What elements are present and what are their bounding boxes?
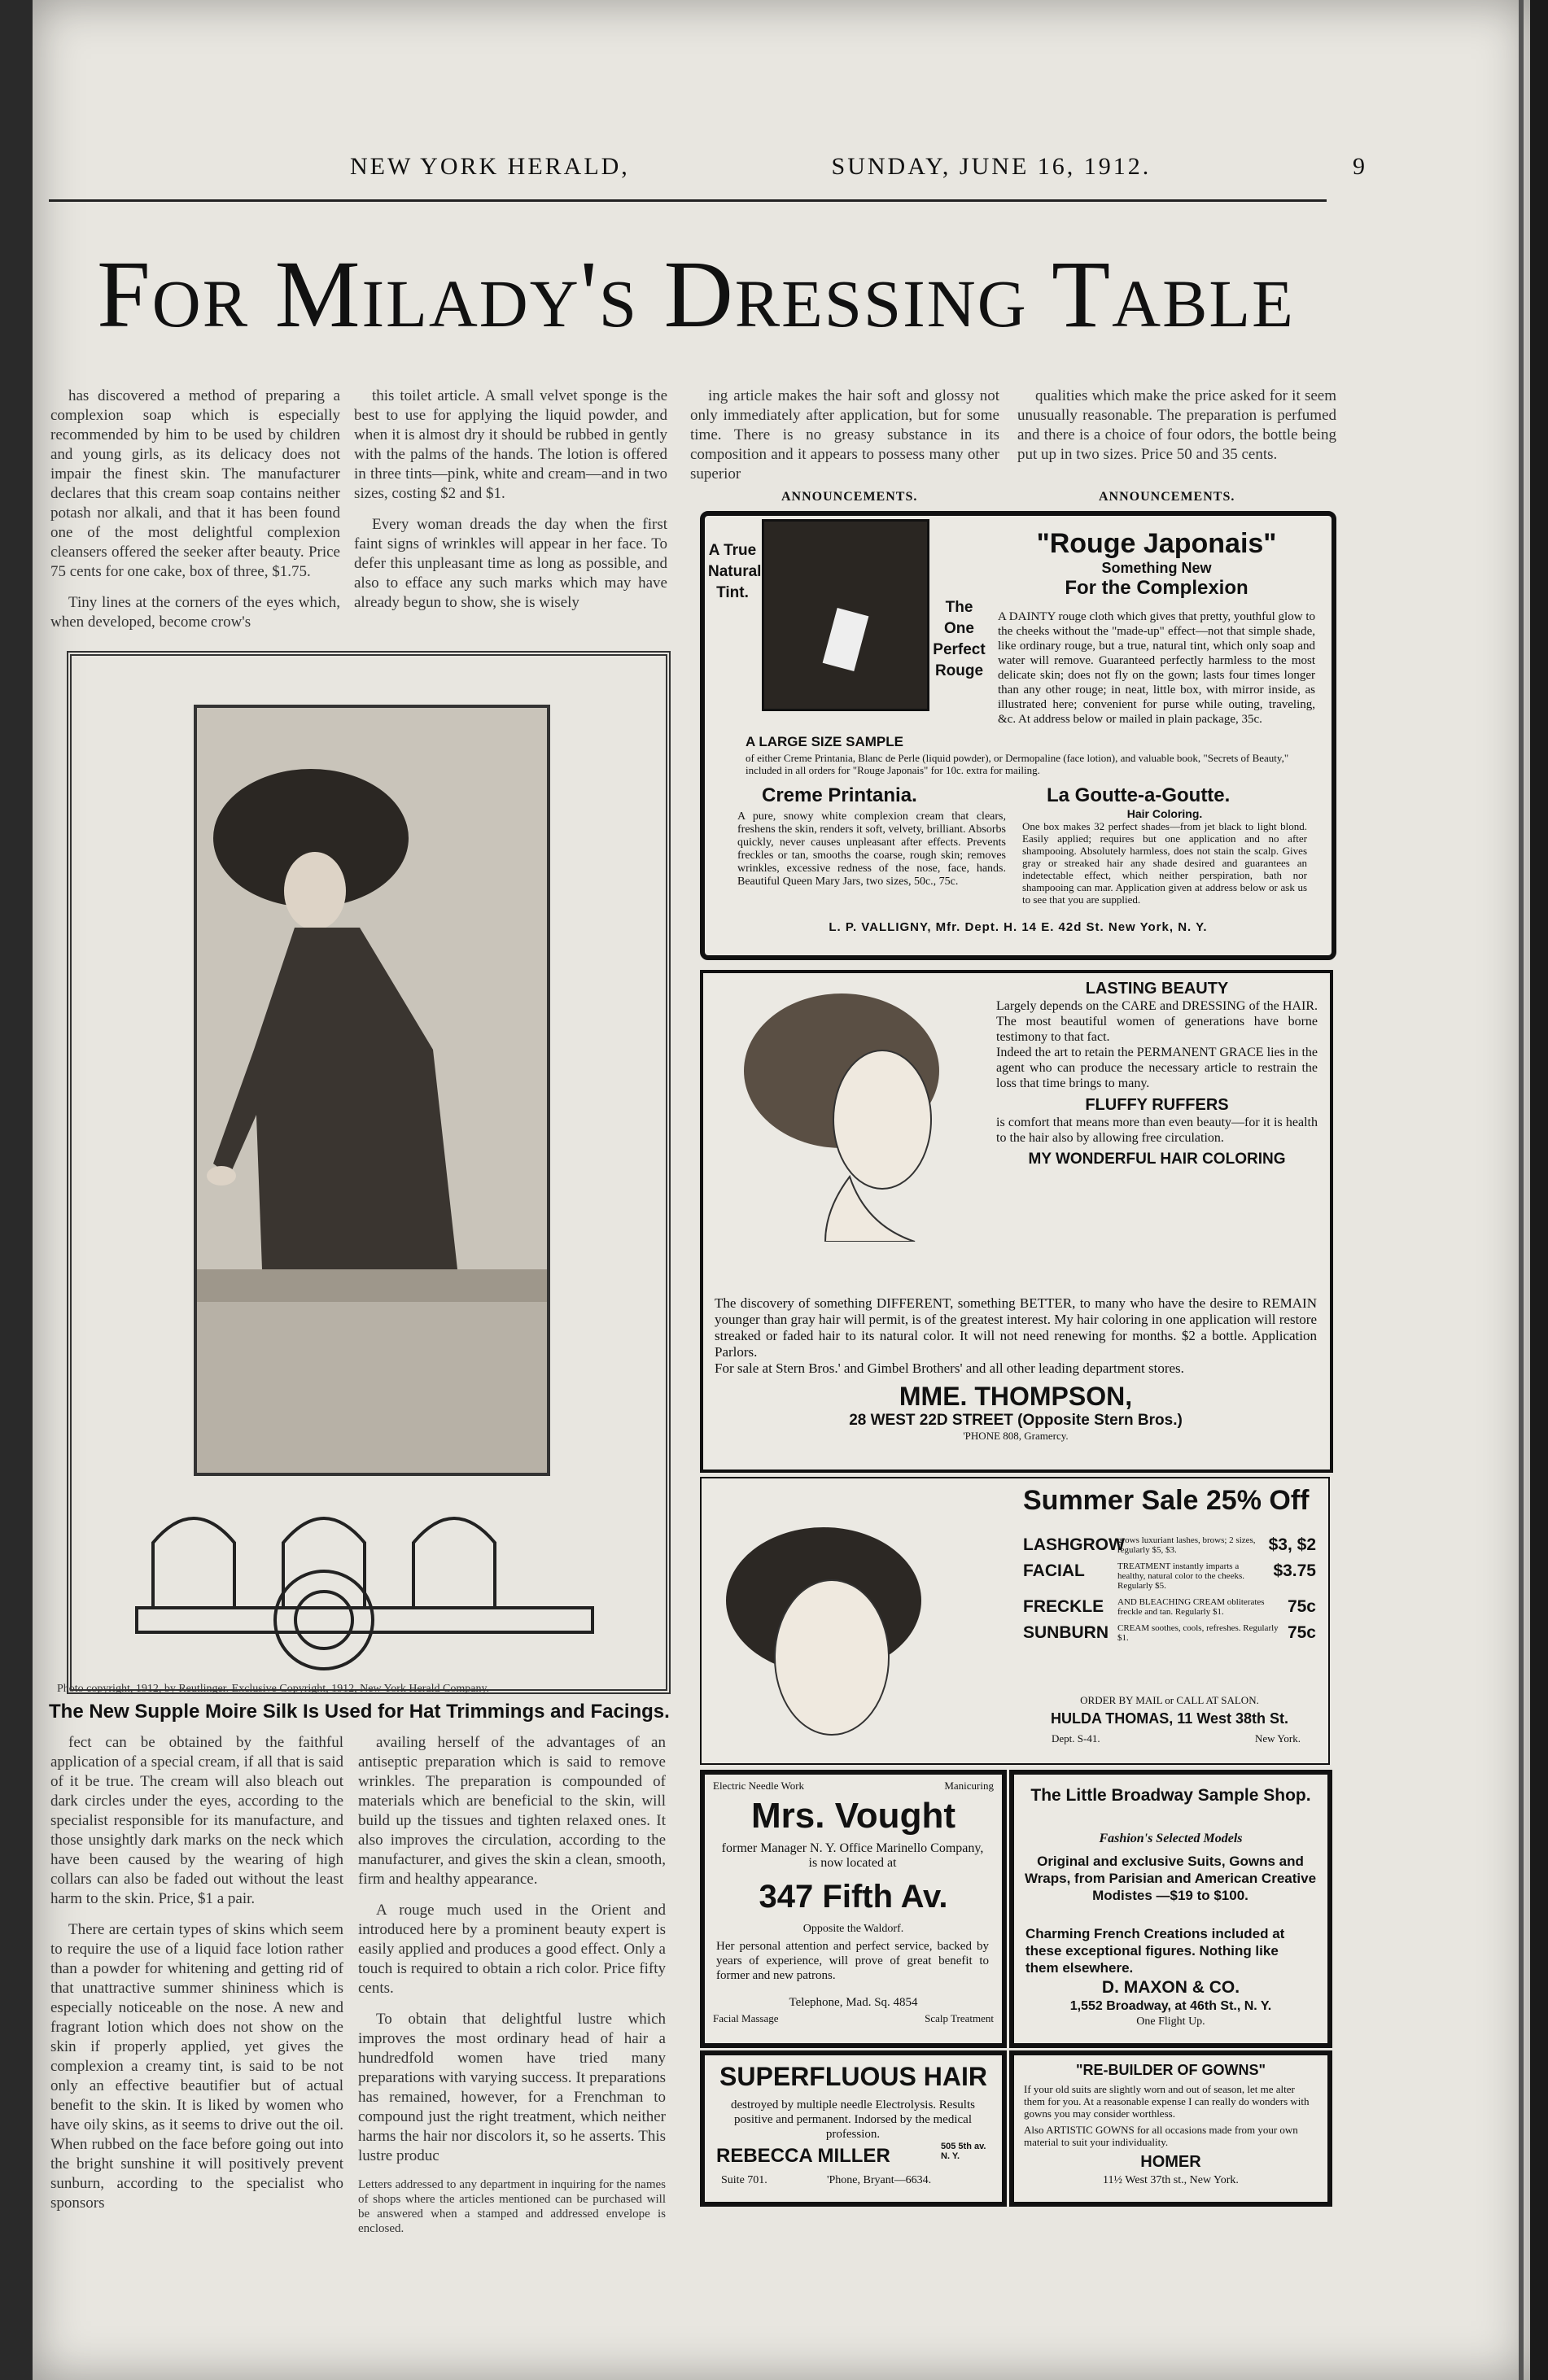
column-1-p2: Tiny lines at the corners of the eyes which, when developed, become crow's [50, 594, 340, 631]
miller-suite: Suite 701. [721, 2174, 767, 2186]
goutte-body: One box makes 32 perfect shades—from jet black to light blond. Easily applied; requires but one application and no after shampooing. Absolutely harmless, does not stain the scalp. Gives gray or streaked hair any shade desired and guarantees an indetectable effect, which neither perspiration, bath nor shampooing can mar. Application given at address below or ask us to see that you are supplied. [1022, 820, 1307, 906]
masthead-paper: NEW YORK HERALD, [350, 153, 630, 180]
rouge-side-text-1: A True Natural Tint. [708, 542, 762, 601]
masthead [350, 153, 1367, 181]
rouge-footer: L. P. VALLIGNY, Mfr. Dept. H. 14 E. 42d St. New York, N. Y. [829, 920, 1208, 934]
hulda-item-desc: TREATMENT instantly imparts a healthy, natural color to the cheeks. Regularly $5. [1117, 1561, 1244, 1591]
hulda-item-price: $3, $2 [1268, 1535, 1316, 1554]
column-3-p1: ing article makes the hair soft and glossy not only immediately after application, but for some time. There is no greasy substance in its composition and it appears to possess many other superior [690, 387, 999, 483]
lower-column-2-p2: A rouge much used in the Orient and introduced here by a prominent beauty expert is easily applied and produces a good effect. Only a touch is required to obtain a rich color. Price fifty cents. [358, 1902, 666, 1997]
thompson-p3: is comfort that means more than even beauty—for it is health to the hair also by allowing free circulation. [996, 1116, 1318, 1145]
photo-frame [67, 651, 671, 1694]
hulda-item-desc: CREAM soothes, cools, refreshes. Regularly $1. [1117, 1623, 1279, 1643]
ad-mme-thompson [700, 970, 1333, 1473]
miller-body: destroyed by multiple needle Electrolysis. Results positive and permanent. Indorsed by the medical profession. [731, 2098, 975, 2141]
ad-hulda-thomas [700, 1477, 1330, 1765]
thompson-p1: Largely depends on the CARE and DRESSING of the HAIR. The most beautiful women of generations have borne testimony to that fact. [996, 999, 1318, 1044]
rouge-side-text-2: The One Perfect Rouge [933, 599, 986, 679]
vought-bottom-left: Facial Massage [713, 2012, 779, 2024]
rouge-body: A DAINTY rouge cloth which gives that pretty, youthful glow to the cheeks without the "made-up" effect—not that simple shade, like ordinary rouge, but a true, natural tint, which only soap and water will remove. Guaranteed perfectly harmless to the most delicate skin; does not fly on the gown; lasts four times longer than any other rouge; in neat, little box, with mirror inside, as illustrated here; convenient for purse while outing, traveling, &c. At address below or mailed in plain package, 35c. [998, 610, 1315, 726]
ad-homer [1009, 2050, 1332, 2207]
creme-printania-body: A pure, snowy white complexion cream that clears, freshens the skin, renders it soft, velvety, brilliant. Absorbs quickly, never causes unpleasant after effects. Prevents freckles or tan, smooths the coarse, rough skin; removes wrinkles, excessive redness of the nose, face, hands. Beautiful Queen Mary Jars, two sizes, 50c., 75c. [737, 810, 1006, 888]
vought-opposite: Opposite the Waldorf. [802, 1923, 904, 1935]
thompson-name: MME. THOMPSON, [899, 1382, 1133, 1411]
rouge-sub1: Something New [1101, 560, 1212, 576]
miller-phone: 'Phone, Bryant—6634. [827, 2174, 932, 2186]
miller-name: REBECCA MILLER [716, 2145, 890, 2167]
thompson-h2: FLUFFY RUFFERS [1085, 1096, 1229, 1114]
lower-column-1-p2: There are certain types of skins which seem to require the use of a liquid face lotion rather than a powder for whitening and getting rid of that unattractive summer shininess which is especially noticeable on the nose. A new and fragrant lotion which does not show on the skin if properly applied, yet gives the complexion a creamy tint, is said to be not only an effective beautifier but of actual benefit to the skin. It is liked by women who have oily skins, as it seems to drive out the oil. When rubbed on the face before going out into the bright sunshine it will positively prevent sunburn, according to the specialist who sponsors [50, 1921, 343, 2212]
woman-in-hat-illustration [197, 708, 547, 1473]
lower-column-1-p1: fect can be obtained by the faithful application of a special cream, if all that is said of it be true. The cream will also bleach out dark circles under the eyes, according to the specialist responsible for its manufacture, and those unsightly dark marks on the neck which have been caused by the wearing of high collars can also be faded out without the least harm to the skin. Price, $1 a pair. [50, 1734, 343, 1907]
hulda-name: HULDA THOMAS, 11 West 38th St. [1050, 1710, 1289, 1727]
maxon-body: Original and exclusive Suits, Gowns and Wraps, from Parisian and American Creative Modistes —$19 to $100. [1024, 1854, 1317, 1903]
maxon-title: The Little Broadway Sample Shop. [1030, 1786, 1311, 1805]
hulda-item-row [1023, 1561, 1316, 1591]
thompson-h3: MY WONDERFUL HAIR COLORING [1028, 1151, 1286, 1168]
thompson-bottom [715, 1295, 1317, 1443]
vought-body: former Manager N. Y. Office Marinello Company, is now located at [721, 1841, 984, 1870]
hulda-dept: Dept. S-41. [1052, 1732, 1100, 1745]
announcements-label-right: ANNOUNCEMENTS. [1099, 490, 1235, 504]
maxon-address: 1,552 Broadway, at 46th St., N. Y. [1069, 1999, 1272, 2013]
lower-column-2 [358, 1733, 666, 2247]
hulda-order: ORDER BY MAIL or CALL AT SALON. [1080, 1694, 1259, 1706]
thompson-phone: 'PHONE 808, Gramercy. [963, 1430, 1069, 1442]
homer-name: HOMER [1140, 2153, 1201, 2171]
goutte-title: La Goutte-a-Goutte. [1047, 784, 1231, 806]
rouge-header [998, 528, 1315, 600]
miller-address: 505 5th av. N. Y. [941, 2142, 986, 2161]
photo-caption: The New Supple Moire Silk Is Used for Hat Trimmings and Facings. [49, 1701, 670, 1723]
maxon-body2: Charming French Creations included at these exceptional figures. Nothing like them elsewhere. [1025, 1926, 1285, 1976]
section-banner [81, 213, 1310, 376]
miller-title: SUPERFLUOUS HAIR [719, 2062, 987, 2091]
scan-right-edge-line [1519, 0, 1524, 2380]
vought-name: Mrs. Vought [751, 1796, 955, 1836]
vought-bottom-right: Scalp Treatment [925, 2012, 994, 2024]
goutte-sub: Hair Coloring. [1126, 807, 1203, 820]
hulda-item-price: $3.75 [1273, 1561, 1316, 1580]
ad-maxon [1009, 1770, 1332, 2048]
banner-title: For Milady's Dressing Table [97, 241, 1295, 347]
column-4 [1017, 386, 1336, 476]
hulda-item-name: FACIAL [1023, 1561, 1085, 1580]
rouge-sample-head: A LARGE SIZE SAMPLE [746, 734, 903, 749]
masthead-page: 9 [1353, 153, 1367, 180]
column-1 [50, 386, 340, 644]
vought-address: 347 Fifth Av. [759, 1879, 948, 1915]
fashion-photo [194, 705, 550, 1476]
masthead-date: SUNDAY, JUNE 16, 1912. [831, 153, 1152, 180]
lower-column-2-note: Letters addressed to any department in inquiring for the names of shops where the articles mentioned can be purchased will be answered when a stamped and addressed envelope is enclosed. [358, 2178, 666, 2235]
maxon-sub: Fashion's Selected Models [1099, 1832, 1243, 1845]
column-3 [690, 386, 999, 496]
hulda-item-row [1023, 1623, 1316, 1643]
hulda-item-desc: AND BLEACHING CREAM obliterates freckle and tan. Regularly $1. [1117, 1597, 1265, 1617]
maxon-name: D. MAXON & CO. [1101, 1978, 1240, 1997]
homer-body: If your old suits are slightly worn and out of season, let me alter them for you. At a reasonable expense I can really do wonders with gowns you may consider worthless. [1024, 2083, 1310, 2120]
arches-and-roses-ornament [129, 1494, 617, 1673]
announcements-label-left: ANNOUNCEMENTS. [781, 490, 918, 504]
ad-mrs-vought [700, 1770, 1007, 2048]
column-2-p2: Every woman dreads the day when the first faint signs of wrinkles will appear in her face. To defer this unpleasant time as long as possible, and also to efface any such marks which may have already begun to show, she is wisely [354, 516, 667, 611]
column-1-p1: has discovered a method of preparing a complexion soap which is especially recommended by him to be used by children and young girls, as its delicacy does not impair the finest skin. The manufacturer declares that this cream soap contains neither potash nor alkali, and that it has been found one of the most delightful complexion cleansers offered the seeker after beauty. Price 75 cents for one cake, box of three, $1.75. [50, 387, 340, 580]
column-2 [354, 386, 667, 624]
scan-right-edge [1530, 0, 1548, 2380]
hulda-items [1023, 1535, 1316, 1649]
vought-phone: Telephone, Mad. Sq. 4854 [789, 1996, 918, 2009]
thompson-right-column [996, 980, 1318, 1168]
lower-column-2-p3: To obtain that delightful lustre which improves the most ordinary head of hair a hundredfold women have tried many preparations with varying success. It preparations has remained, however, for a Frenchman to compound just the right treatment, which neither harms the hair nor discolors it, so he asserts. This lustre produc [358, 2011, 666, 2164]
lower-column-2-p1: availing herself of the advantages of an antiseptic preparation which is said to remove wrinkles. The preparation is compounded of materials which are beneficial to the skin, will build up the tissues and tighten relaxed ones. It also improves the circulation, according to the manufacturer, and gives the skin a clean, smooth, firm and healthy appearance. [358, 1734, 666, 1888]
hulda-city: New York. [1255, 1732, 1301, 1745]
maxon-floor: One Flight Up. [1136, 2015, 1205, 2028]
rouge-cloth-icon [823, 608, 869, 671]
lower-column-1 [50, 1733, 343, 2225]
hulda-title: Summer Sale 25% Off [1023, 1485, 1310, 1516]
hulda-item-price: 75c [1287, 1597, 1316, 1616]
homer-body2: Also ARTISTIC GOWNS for all occasions made from your own material to suit your individuality. [1024, 2124, 1298, 2148]
rouge-title: "Rouge Japonais" [1036, 528, 1277, 559]
rouge-box-illustration [762, 519, 929, 711]
masthead-rule [49, 199, 1327, 202]
homer-address: 11½ West 37th st., New York. [1103, 2174, 1239, 2186]
hulda-item-price: 75c [1287, 1623, 1316, 1642]
column-4-p1: qualities which make the price asked for it seem unusually reasonable. The preparation is perfumed and there is a choice of four odors, the bottle being put up in two sizes. Price 50 and 35 cents. [1017, 387, 1336, 463]
thompson-h1: LASTING BEAUTY [1085, 980, 1229, 998]
hulda-item-desc: grows luxuriant lashes, brows; 2 sizes, regularly $5, $3. [1117, 1535, 1256, 1555]
thompson-address: 28 WEST 22D STREET (Opposite Stern Bros.) [849, 1412, 1183, 1429]
vought-top-left: Electric Needle Work [713, 1780, 805, 1792]
vought-top-right: Manicuring [944, 1780, 994, 1792]
hulda-item-row [1023, 1597, 1316, 1617]
hulda-item-name: LASHGROW [1023, 1535, 1125, 1554]
thompson-p4: The discovery of something DIFFERENT, something BETTER, to many who have the desire to REMAIN younger than gray hair will permit, is of the greatest interest. My hair coloring in one application will restore streaked or faded hair to its natural color. It will not need renewing for months. $2 a bottle. Application Parlors. [715, 1295, 1317, 1360]
creme-printania-title: Creme Printania. [762, 784, 917, 806]
woman-face-illustration [718, 1511, 929, 1755]
vought-body2: Her personal attention and perfect service, backed by years of experience, will prove of great benefit to former and new patrons. [716, 1940, 989, 1982]
ad-rouge-japonais [700, 511, 1336, 960]
rouge-sample-body: of either Creme Printania, Blanc de Perle (liquid powder), or Dermopaline (face lotion), and valuable book, "Secrets of Beauty," included in all orders for "Rouge Japonais" for 10c. extra for mailing. [746, 752, 1289, 776]
hulda-item-name: FRECKLE [1023, 1597, 1104, 1616]
thompson-p5: For sale at Stern Bros.' and Gimbel Brothers' and all other leading department stores. [715, 1360, 1184, 1376]
homer-title: "RE-BUILDER OF GOWNS" [1075, 2062, 1266, 2078]
rouge-sub2: For the Complexion [1065, 577, 1248, 599]
photo-credit: Photo copyright, 1912, by Reutlinger. Exclusive Copyright, 1912, New York Herald Company. [57, 1683, 490, 1695]
hulda-item-row [1023, 1535, 1316, 1555]
ad-rebecca-miller [700, 2050, 1007, 2207]
woman-profile-illustration [728, 981, 972, 1242]
column-2-p1: this toilet article. A small velvet sponge is the best to use for applying the liquid powder, and when it is almost dry it should be rubbed in gently with the palms of the hands. The lotion is offered in three tints—pink, white and cream—and in two sizes, costing $2 and $1. [354, 387, 667, 502]
scan-left-edge [0, 0, 33, 2380]
hulda-item-name: SUNBURN [1023, 1623, 1109, 1642]
thompson-p2: Indeed the art to retain the PERMANENT GRACE lies in the agent who can produce the necessary article to restrain the loss that time brings to many. [996, 1046, 1318, 1090]
